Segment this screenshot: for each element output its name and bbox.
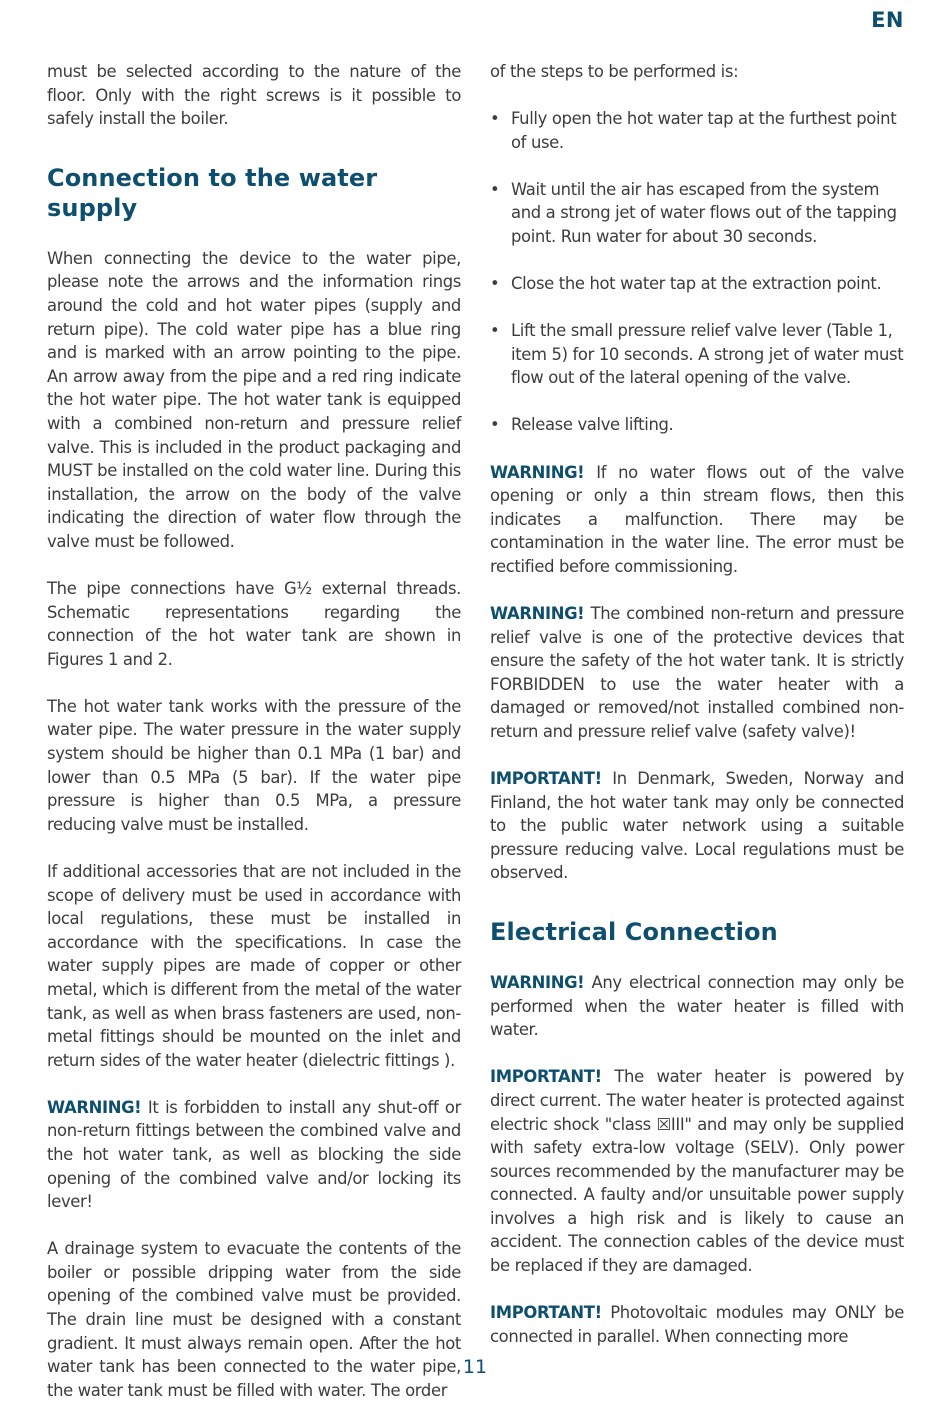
warning-text: It is forbidden to install any shut-off or non-return fittings between the combined valve and the hot water tank, as well as blocking the side opening of the combined valve and/or locking its lever! (47, 1097, 461, 1212)
steps-intro: of the steps to be performed is: (490, 62, 739, 81)
important-label: IMPORTANT! (490, 769, 602, 789)
list-item (490, 178, 904, 249)
warning-text: If no water flows out of the valve opening or only a thin stream flows, then this indicates a malfunction. There may be contamination in the water line. The error must be rectified before commissioning. (490, 462, 904, 576)
warning-label: WARNING! (490, 604, 585, 623)
paragraph-accessories: If additional accessories that are not included in the scope of delivery must be used in accordance with local regulations, these must be installed in accordance with the specifications. In case the water supply pipes are made of copper or other metal, which is different from the metal of the water tank, as well as when brass fasteners are used, non-metal fittings should be mounted on the inlet and return sides of the water heater (dielectric fittings ). (47, 861, 461, 1070)
step-text: Fully open the hot water tap at the furthest point of use. (511, 109, 897, 152)
warning-label: WARNING! (490, 973, 585, 993)
steps-list (490, 107, 904, 437)
important-photovoltaic (490, 1301, 904, 1348)
list-item (490, 272, 904, 296)
important-label: IMPORTANT! (490, 1067, 602, 1087)
bullet-icon: • (490, 109, 500, 129)
important-power (490, 1065, 904, 1277)
warning-no-water-flow (490, 461, 904, 579)
warning-text: Any electrical connection may only be performed when the water heater is filled with water. (490, 973, 904, 1040)
bullet-icon: • (490, 274, 500, 294)
warning-shutoff (47, 1096, 461, 1214)
left-column (47, 60, 461, 1426)
step-text: Lift the small pressure relief valve lever (Table 1, item 5) for 10 seconds. A strong jet of water must flow out of the lateral opening of the valve. (511, 321, 904, 388)
paragraph-connection-arrows: When connecting the device to the water pipe, please note the arrows and the information rings around the cold and hot water pipes (supply and return pipe). The cold water pipe has a blue ring and is marked with an arrow pointing to the pipe. An arrow away from the pipe and a red ring indicate the hot water pipe. The hot water tank is equipped with a combined non-return and pressure relief valve. This is included in the product packaging and MUST be installed on the cold water line. During this installation, the arrow on the body of the valve indicating the direction of water flow through the valve must be followed. (47, 248, 461, 551)
intro-paragraph: must be selected according to the nature of the floor. Only with the right screws is it possible to safely install the boiler. (47, 62, 461, 129)
bullet-icon: • (490, 415, 500, 435)
bullet-icon: • (490, 179, 500, 199)
step-text: Close the hot water tap at the extraction point. (511, 274, 882, 294)
warning-label: WARNING! (490, 462, 585, 482)
step-text: Wait until the air has escaped from the system and a strong jet of water flows out of the tapping point. Run water for about 30 seconds. (511, 179, 897, 246)
bullet-icon: • (490, 321, 500, 341)
heading-electrical-connection: Electrical Connection (490, 918, 778, 947)
paragraph-pipe-threads: The pipe connections have G½ external threads. Schematic representations regarding the connection of the hot water tank are shown in Figures 1 and 2. (47, 579, 461, 669)
language-label: EN (871, 8, 904, 32)
important-text: The water heater is powered by direct current. The water heater is protected against electric shock "class ☒III" and may only be supplied with safety extra-low voltage (SELV). Only power sources recommended by the manufacturer may be connected. A faulty and/or unsuitable power supply involves a high risk and is likely to cause an accident. The connection cables of the device must be replaced if they are damaged. (490, 1067, 904, 1276)
paragraph-water-pressure: The hot water tank works with the pressure of the water pipe. The water pressure in the water supply system should be higher than 0.1 MPa (1 bar) and lower than 0.5 MPa (5 bar). If the water pipe pressure is higher than 0.5 MPa, a pressure reducing valve must be installed. (47, 696, 461, 834)
list-item (490, 107, 904, 154)
list-item (490, 319, 904, 390)
list-item (490, 413, 904, 437)
warning-electrical (490, 971, 904, 1042)
important-text: Photovoltaic modules may ONLY be connected in parallel. When connecting more (490, 1303, 904, 1346)
warning-label: WARNING! (47, 1097, 142, 1117)
warning-safety-valve (490, 602, 904, 744)
warning-text: The combined non-return and pressure relief valve is one of the protective devices that ensure the safety of the hot water tank. It is strictly FORBIDDEN to use the water heater with a damaged or removed/not installed combined non-return and pressure relief valve (safety valve)! (490, 604, 904, 741)
important-nordic (490, 767, 904, 885)
step-text: Release valve lifting. (511, 415, 674, 435)
paragraph-drainage: A drainage system to evacuate the contents of the boiler or possible dripping water from the side opening of the combined valve must be provided. The drain line must be designed with a constant gradient. It must always remain open. After the hot water tank has been connected to the water pipe, the water tank must be filled with water. The order (47, 1239, 461, 1400)
page-number: 11 (462, 1356, 488, 1378)
important-text: In Denmark, Sweden, Norway and Finland, the hot water tank may only be connected to the public water network using a suitable pressure reducing valve. Local regulations must be observed. (490, 769, 904, 883)
right-column (490, 60, 904, 1372)
heading-water-supply: Connection to the water supply (47, 163, 378, 222)
important-label: IMPORTANT! (490, 1303, 602, 1323)
